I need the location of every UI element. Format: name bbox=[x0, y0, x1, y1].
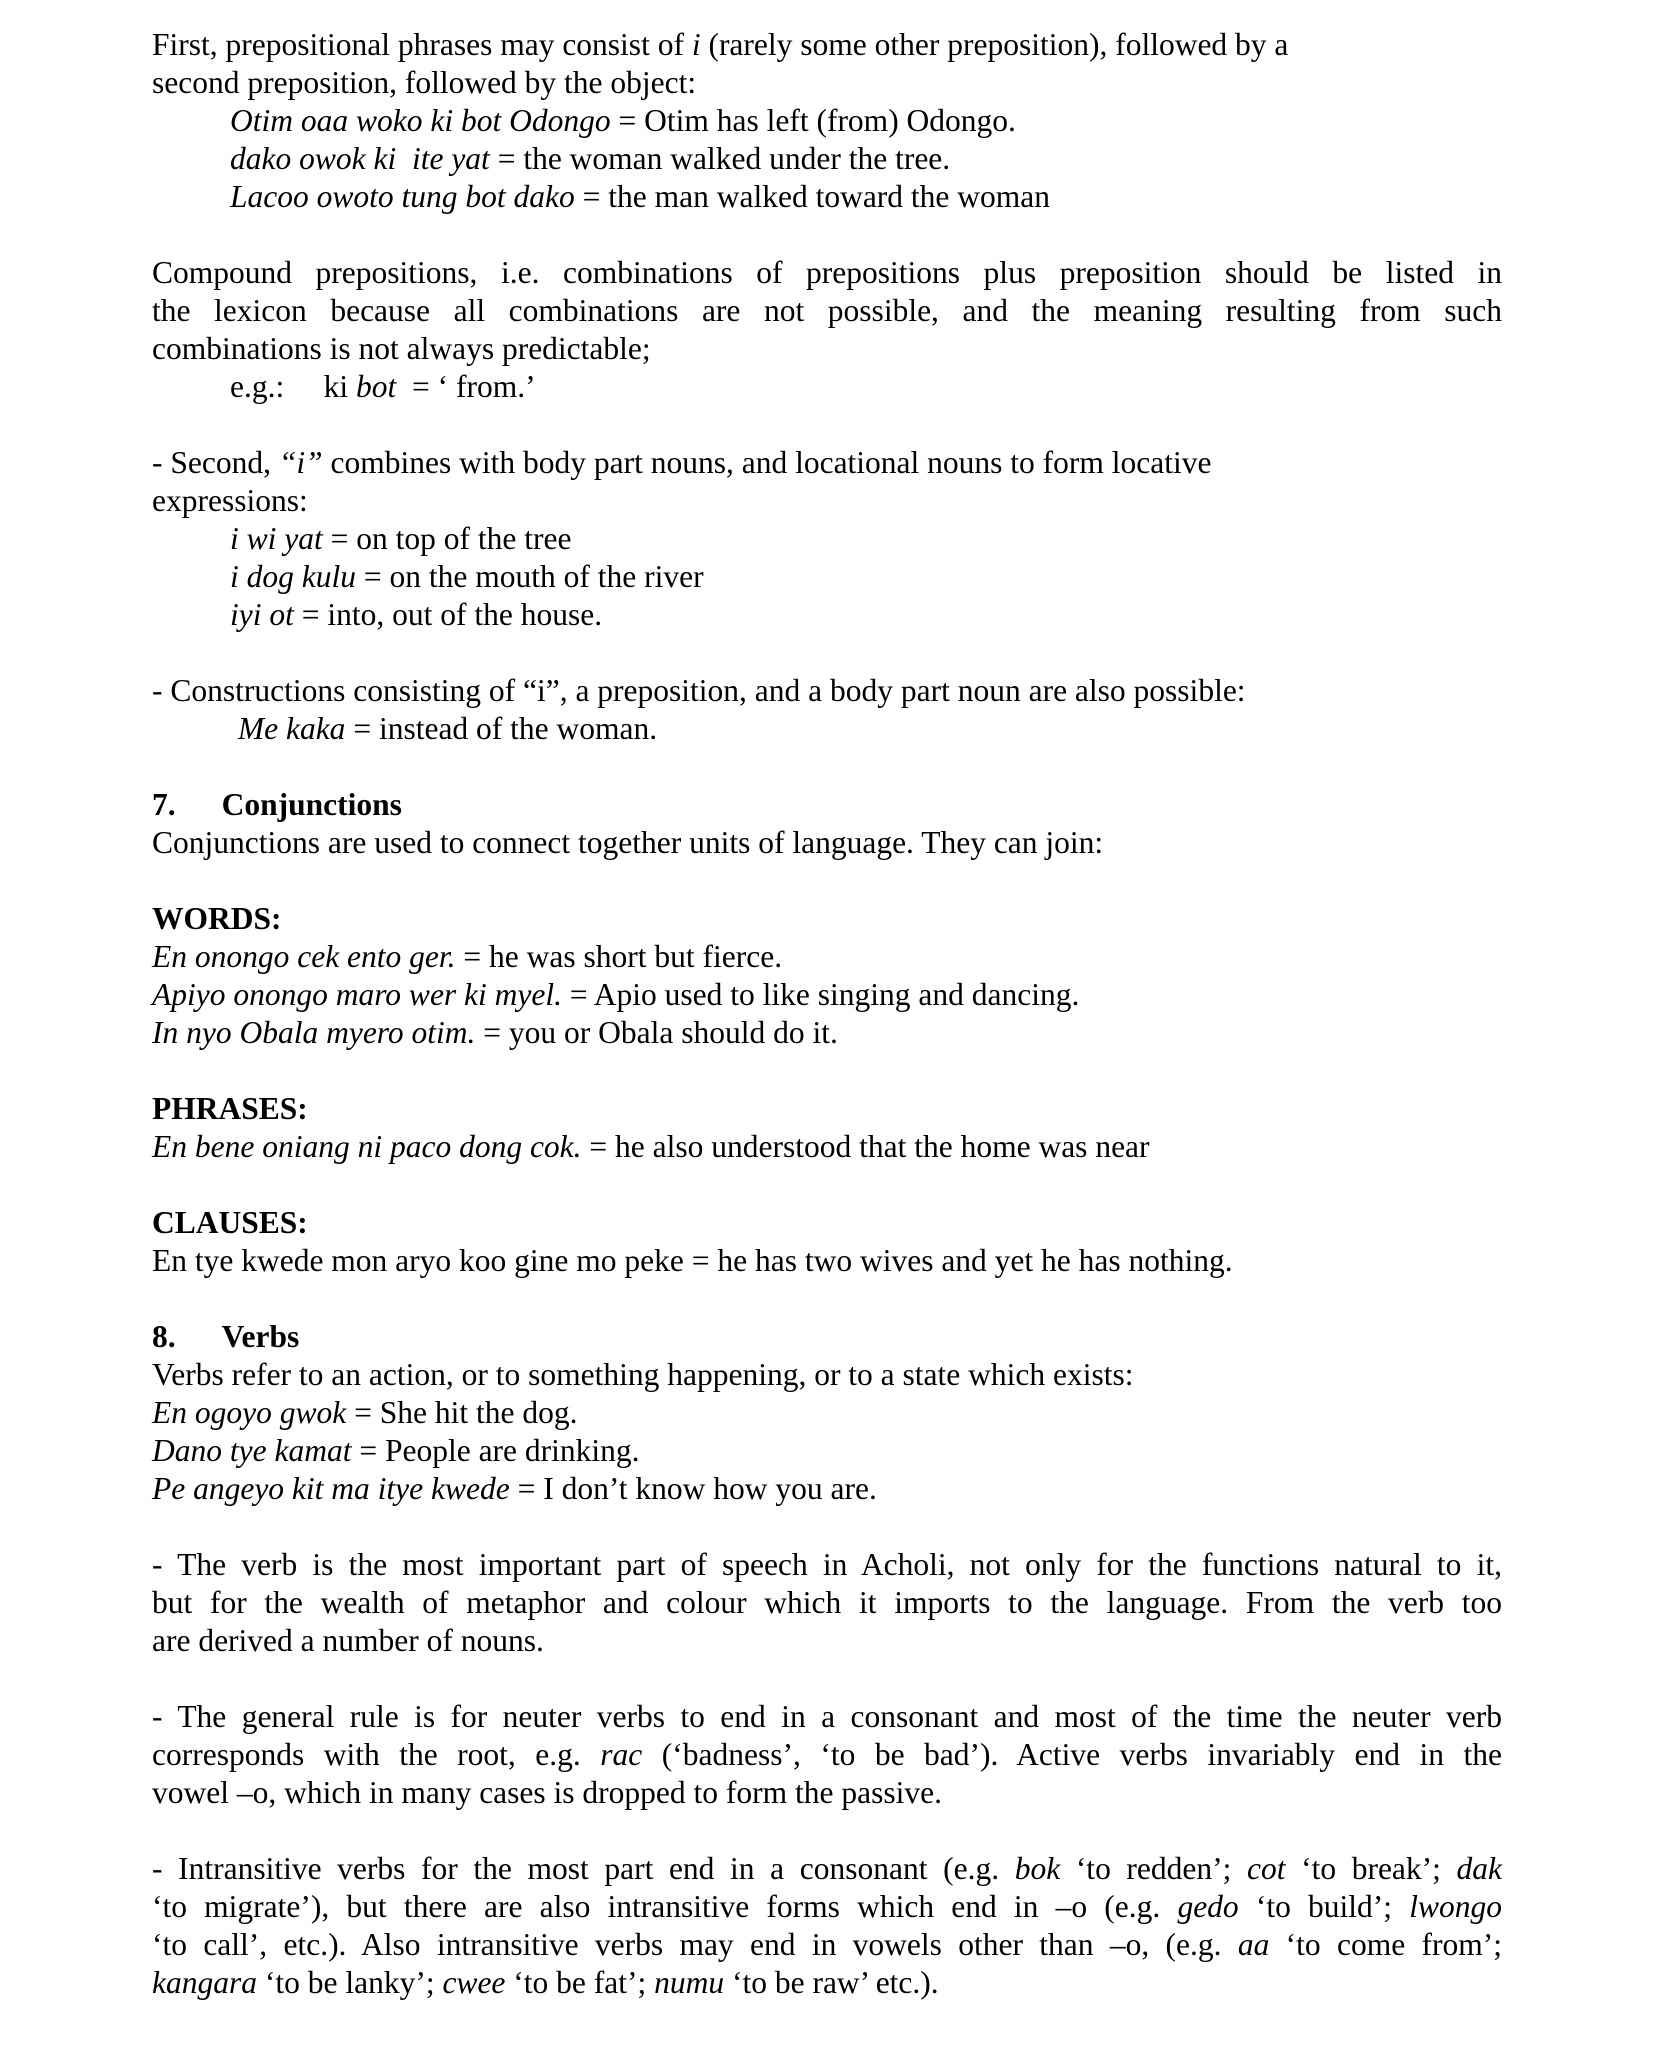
blank-line bbox=[152, 1812, 1502, 1850]
section-title: Conjunctions bbox=[221, 787, 402, 822]
blank-line bbox=[152, 1508, 1502, 1546]
subheading-label: PHRASES: bbox=[152, 1091, 308, 1126]
example-dako bbox=[152, 140, 1502, 178]
para-compound-line-1 bbox=[152, 254, 1502, 292]
italic-acholi-phrase: Pe angeyo kit ma itye kwede bbox=[152, 1471, 510, 1506]
subheading-words bbox=[152, 900, 1502, 938]
text-segment: the lexicon because all combinations are not possible, and the meaning resulting from such bbox=[152, 293, 1502, 328]
italic-acholi-term: rac bbox=[600, 1737, 643, 1772]
text-segment bbox=[230, 711, 238, 746]
translation: = the man walked toward the woman bbox=[574, 179, 1051, 214]
para-constructions bbox=[152, 672, 1502, 710]
text-segment: corresponds with the root, e.g. bbox=[152, 1737, 601, 1772]
example-i-wi-yat bbox=[152, 520, 1502, 558]
italic-acholi-term: i bbox=[691, 27, 701, 62]
italic-acholi-phrase: Apiyo onongo maro wer ki myel. bbox=[152, 977, 563, 1012]
text-segment: are derived a number of nouns. bbox=[152, 1623, 544, 1658]
translation: = People are drinking. bbox=[351, 1433, 640, 1468]
example-en-onongo bbox=[152, 938, 1502, 976]
text-segment: e.g.: ki bbox=[230, 369, 356, 404]
translation: = the woman walked under the tree. bbox=[489, 141, 951, 176]
italic-acholi-phrase: En onongo cek ento ger. bbox=[152, 939, 456, 974]
section-number: 8. bbox=[152, 1319, 176, 1354]
blank-line bbox=[152, 748, 1502, 786]
italic-acholi-term: numu bbox=[654, 1965, 725, 2000]
example-en-tye bbox=[152, 1242, 1502, 1280]
example-otim bbox=[152, 102, 1502, 140]
translation: = instead of the woman. bbox=[345, 711, 658, 746]
example-in-nyo bbox=[152, 1014, 1502, 1052]
example-iyi-ot bbox=[152, 596, 1502, 634]
translation: = Otim has left (from) Odongo. bbox=[610, 103, 1016, 138]
text-segment: - Second, bbox=[152, 445, 279, 480]
para-verb-important-line-2 bbox=[152, 1584, 1502, 1622]
translation: = I don’t know how you are. bbox=[509, 1471, 877, 1506]
blank-line bbox=[152, 406, 1502, 444]
subheading-label: WORDS: bbox=[152, 901, 282, 936]
text-segment: ‘to come from’; bbox=[1269, 1927, 1502, 1962]
italic-acholi-term: kangara bbox=[152, 1965, 257, 2000]
text-segment: vowel –o, which in many cases is dropped to form the passive. bbox=[152, 1775, 942, 1810]
italic-acholi-phrase: i wi yat bbox=[230, 521, 323, 556]
para-compound-line-3 bbox=[152, 330, 1502, 368]
text-segment: ‘to redden’; bbox=[1060, 1851, 1247, 1886]
italic-acholi-term: bot bbox=[356, 369, 397, 404]
subheading-label: CLAUSES: bbox=[152, 1205, 308, 1240]
translation: = into, out of the house. bbox=[293, 597, 603, 632]
section-heading-conjunctions bbox=[152, 786, 1502, 824]
section-heading-verbs bbox=[152, 1318, 1502, 1356]
italic-acholi-phrase: Otim oaa woko ki bot Odongo bbox=[230, 103, 611, 138]
blank-line bbox=[152, 634, 1502, 672]
para-intransitive-line-4 bbox=[152, 1964, 1502, 2002]
translation: = on top of the tree bbox=[322, 521, 572, 556]
blank-line bbox=[152, 862, 1502, 900]
para-second-line-2 bbox=[152, 482, 1502, 520]
text-segment: (‘badness’, ‘to be bad’). Active verbs invariably end in the bbox=[642, 1737, 1503, 1772]
text-segment: ‘to migrate’), but there are also intransitive forms which end in –o (e.g. bbox=[152, 1889, 1178, 1924]
italic-acholi-phrase: i dog kulu bbox=[230, 559, 356, 594]
para-second-line-1 bbox=[152, 444, 1502, 482]
subheading-clauses bbox=[152, 1204, 1502, 1242]
example-apiyo bbox=[152, 976, 1502, 1014]
para-conjunctions-intro bbox=[152, 824, 1502, 862]
italic-acholi-phrase: Me kaka bbox=[237, 711, 346, 746]
text-segment: ‘to call’, etc.). Also intransitive verbs may end in vowels other than –o, (e.g. bbox=[152, 1927, 1238, 1962]
italic-acholi-term: cot bbox=[1247, 1851, 1286, 1886]
italic-acholi-term: gedo bbox=[1177, 1889, 1239, 1924]
text-segment: Compound prepositions, i.e. combinations of prepositions plus preposition should be listed in bbox=[152, 255, 1502, 290]
para-prepositional-line-1 bbox=[152, 26, 1502, 64]
italic-acholi-phrase: Lacoo owoto tung bot dako bbox=[230, 179, 575, 214]
example-dano-tye bbox=[152, 1432, 1502, 1470]
blank-line bbox=[152, 1660, 1502, 1698]
example-en-bene bbox=[152, 1128, 1502, 1166]
text-segment: ‘to be lanky’; bbox=[257, 1965, 443, 2000]
para-general-rule-line-2 bbox=[152, 1736, 1502, 1774]
blank-line bbox=[152, 1166, 1502, 1204]
translation: = Apio used to like singing and dancing. bbox=[562, 977, 1080, 1012]
italic-acholi-term: aa bbox=[1237, 1927, 1270, 1962]
italic-acholi-term: cwee bbox=[442, 1965, 506, 2000]
para-verbs-intro bbox=[152, 1356, 1502, 1394]
example-pe-angeyo bbox=[152, 1470, 1502, 1508]
text-segment: - Intransitive verbs for the most part end in a consonant (e.g. bbox=[152, 1851, 1015, 1886]
text-segment: En tye kwede mon aryo koo gine mo peke = he has two wives and yet he has nothing. bbox=[152, 1243, 1233, 1278]
text-segment: ‘to be raw’ etc.). bbox=[724, 1965, 939, 2000]
text-segment: - The verb is the most important part of speech in Acholi, not only for the functions natural to it, bbox=[152, 1547, 1502, 1582]
para-prepositional-line-2 bbox=[152, 64, 1502, 102]
text-segment: second preposition, followed by the object: bbox=[152, 65, 697, 100]
example-ki-bot bbox=[152, 368, 1502, 406]
text-segment: ‘to build’; bbox=[1238, 1889, 1410, 1924]
italic-acholi-phrase: Dano tye kamat bbox=[152, 1433, 352, 1468]
text-segment: ‘to be fat’; bbox=[505, 1965, 655, 2000]
text-segment: combines with body part nouns, and locational nouns to form locative bbox=[322, 445, 1212, 480]
italic-acholi-phrase: En bene oniang ni paco dong cok. bbox=[152, 1129, 582, 1164]
translation: = he also understood that the home was near bbox=[581, 1129, 1150, 1164]
text-segment: (rarely some other preposition), followed by a bbox=[700, 27, 1289, 62]
text-segment: combinations is not always predictable; bbox=[152, 331, 651, 366]
translation: = he was short but fierce. bbox=[455, 939, 783, 974]
italic-acholi-phrase: In nyo Obala myero otim. bbox=[152, 1015, 476, 1050]
example-i-dog-kulu bbox=[152, 558, 1502, 596]
translation: = on the mouth of the river bbox=[356, 559, 704, 594]
text-segment: - The general rule is for neuter verbs to end in a consonant and most of the time the neuter verb bbox=[152, 1699, 1502, 1734]
text-segment: - Constructions consisting of “i”, a preposition, and a body part noun are also possible: bbox=[152, 673, 1246, 708]
italic-acholi-term: lwongo bbox=[1409, 1889, 1502, 1924]
subheading-phrases bbox=[152, 1090, 1502, 1128]
text-segment: Verbs refer to an action, or to something happening, or to a state which exists: bbox=[152, 1357, 1134, 1392]
italic-acholi-term: “i” bbox=[278, 445, 323, 480]
para-general-rule-line-3 bbox=[152, 1774, 1502, 1812]
para-intransitive-line-1 bbox=[152, 1850, 1502, 1888]
translation: = She hit the dog. bbox=[346, 1395, 578, 1430]
para-compound-line-2 bbox=[152, 292, 1502, 330]
blank-line bbox=[152, 1280, 1502, 1318]
para-general-rule-line-1 bbox=[152, 1698, 1502, 1736]
italic-acholi-phrase: En ogoyo gwok bbox=[152, 1395, 347, 1430]
blank-line bbox=[152, 216, 1502, 254]
italic-acholi-phrase: iyi ot bbox=[230, 597, 294, 632]
section-title: Verbs bbox=[221, 1319, 300, 1354]
italic-acholi-phrase: dako owok ki ite yat bbox=[230, 141, 490, 176]
text-segment: but for the wealth of metaphor and colour which it imports to the language. From the verb too bbox=[152, 1585, 1502, 1620]
text-segment: Conjunctions are used to connect together units of language. They can join: bbox=[152, 825, 1104, 860]
text-segment: expressions: bbox=[152, 483, 308, 518]
para-intransitive-line-2 bbox=[152, 1888, 1502, 1926]
translation: = ‘ from.’ bbox=[396, 369, 536, 404]
italic-acholi-term: dak bbox=[1456, 1851, 1503, 1886]
text-segment: ‘to break’; bbox=[1285, 1851, 1457, 1886]
example-lacoo bbox=[152, 178, 1502, 216]
example-en-ogoyo bbox=[152, 1394, 1502, 1432]
para-verb-important-line-3 bbox=[152, 1622, 1502, 1660]
para-intransitive-line-3 bbox=[152, 1926, 1502, 1964]
text-segment: First, prepositional phrases may consist of bbox=[152, 27, 692, 62]
para-verb-important-line-1 bbox=[152, 1546, 1502, 1584]
blank-line bbox=[152, 1052, 1502, 1090]
italic-acholi-term: bok bbox=[1014, 1851, 1061, 1886]
section-number: 7. bbox=[152, 787, 176, 822]
translation: = you or Obala should do it. bbox=[475, 1015, 838, 1050]
example-me-kaka bbox=[152, 710, 1502, 748]
